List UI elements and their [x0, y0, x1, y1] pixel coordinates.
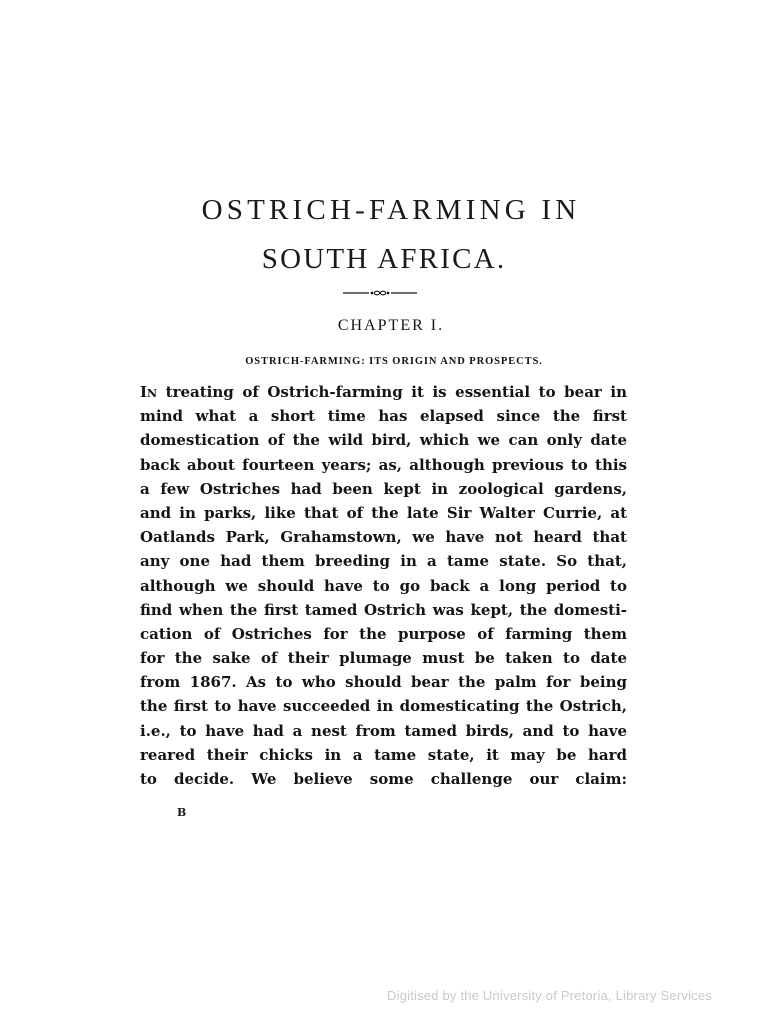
chapter-heading: CHAPTER I. [337, 317, 445, 334]
body-line: and in parks, like that of the late Sir Walter Currie, at [140, 503, 627, 522]
body-line: cation of Ostriches for the purpose of farming them [140, 624, 627, 643]
body-line-text: treating of Ostrich-farming it is essential to bear in [157, 383, 627, 401]
body-line: to decide. We believe some challenge our claim: [140, 770, 627, 788]
body-line: the first to have succeeded in domesticating the Ostrich, [140, 697, 627, 716]
body-line: reared their chicks in a tame state, it may be hard [140, 745, 627, 764]
drop-cap-word: In [140, 383, 158, 401]
digitised-credit-watermark: Digitised by the University of Pretoria, Library Services [387, 988, 712, 1003]
body-line [140, 380, 627, 404]
body-line: a few Ostriches had been kept in zoological gardens, [140, 479, 627, 498]
body-line: mind what a short time has elapsed since the first [140, 407, 627, 426]
chapter-subtitle: OSTRICH-FARMING: ITS ORIGIN AND PROSPECTS. [245, 356, 543, 367]
book-title-line-2: SOUTH AFRICA. [261, 243, 507, 275]
body-line: i.e., to have had a nest from tamed birds, and to have [140, 721, 627, 740]
body-line: back about fourteen years; as, although previous to this [140, 455, 627, 474]
body-paragraph [140, 380, 627, 791]
horizontal-rule-ornament-icon [343, 286, 417, 300]
body-line: although we should have to go back a long period to [140, 576, 627, 595]
body-line: any one had them breeding in a tame state. So that, [140, 552, 627, 571]
printer-signature-mark: B [177, 806, 188, 819]
body-line: for the sake of their plumage must be taken to date [140, 649, 627, 668]
book-title-line-1: OSTRICH-FARMING IN [201, 194, 581, 226]
body-line: from 1867. As to who should bear the palm for being [140, 673, 627, 692]
body-line: domestication of the wild bird, which we can only date [140, 431, 627, 450]
body-line: Oatlands Park, Grahamstown, we have not heard that [140, 528, 627, 547]
body-line: find when the first tamed Ostrich was kept, the domesti- [140, 600, 627, 619]
